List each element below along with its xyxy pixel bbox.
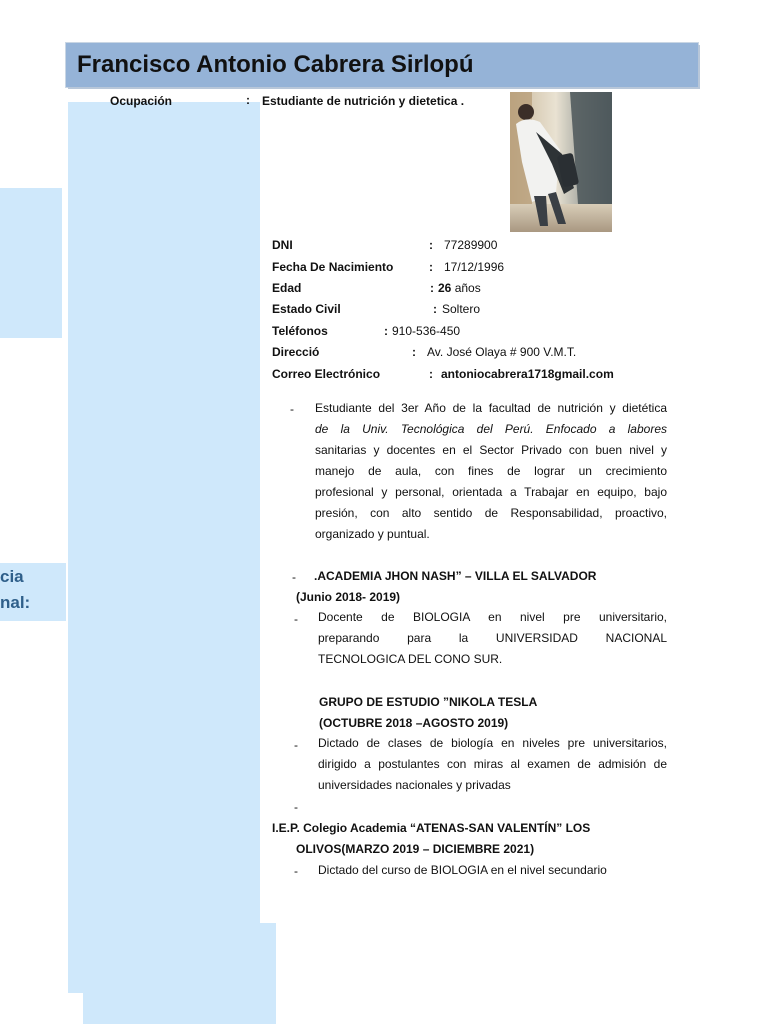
occupation-label: Ocupación [110, 94, 173, 108]
left-column-extension [260, 923, 276, 993]
age-label: Edad [272, 281, 302, 295]
job1-line: preparando para la UNIVERSIDAD NACIONAL [318, 631, 667, 645]
sidebar-heading-line-2: nal: [0, 593, 31, 612]
job2-line: universidades nacionales y privadas [318, 778, 511, 792]
birthdate-value: 17/12/1996 [444, 260, 505, 274]
job3-item-bullet: - [294, 864, 298, 878]
birthdate-label: Fecha De Nacimiento [272, 260, 394, 274]
occupation-value: Estudiante de nutrición y dietetica . [262, 94, 465, 108]
profile-line: sanitarias y docentes en el Sector Privado con buen nivel y [315, 443, 667, 457]
job2-line: dirigido a postulantes con miras al examen de admisión de [318, 757, 667, 771]
age-value [438, 281, 481, 295]
job2-title: GRUPO DE ESTUDIO ”NIKOLA TESLA [319, 695, 538, 709]
job1-item-bullet: - [294, 612, 298, 626]
dni-value: 77289900 [444, 238, 498, 252]
phone-colon: : [384, 324, 388, 338]
job1-description [318, 607, 667, 670]
job1-line: Docente de BIOLOGIA en nivel pre universitario, [318, 610, 667, 624]
profile-summary [315, 398, 667, 545]
email-colon: : [429, 367, 433, 381]
civil-status-value: Soltero [442, 302, 481, 316]
job2-description [318, 733, 667, 796]
sidebar-block-experience [0, 563, 66, 621]
profile-line: presión, con alto sentido de Responsabilidad, proactivo, [315, 506, 667, 520]
email-value: antoniocabrera1718gmail.com [441, 367, 614, 381]
full-name: Francisco Antonio Cabrera Sirlopú [77, 51, 474, 78]
job1-dates: (Junio 2018- 2019) [296, 590, 401, 604]
job2-line: Dictado de clases de biología en niveles pre universitarios, [318, 736, 667, 750]
phone-value: 910-536-450 [392, 324, 461, 338]
civil-status-colon: : [433, 302, 437, 316]
left-column-panel [68, 102, 260, 993]
job1-bullet: - [292, 570, 296, 584]
profile-bullet: - [290, 402, 294, 416]
job2-dates: (OCTUBRE 2018 –AGOSTO 2019) [319, 716, 509, 730]
job2-item-bullet: - [294, 738, 298, 752]
address-label: Direcció [272, 345, 320, 359]
name-header [66, 43, 698, 87]
phone-label: Teléfonos [272, 324, 328, 338]
birthdate-colon: : [429, 260, 433, 274]
job3-title-cont: OLIVOS(MARZO 2019 – DICIEMBRE 2021) [296, 842, 535, 856]
profile-photo [510, 92, 612, 232]
address-colon: : [412, 345, 416, 359]
age-number: 26 [438, 281, 452, 295]
left-column-footer [83, 993, 276, 1024]
profile-line: Estudiante del 3er Año de la facultad de nutrición y dietética [315, 401, 667, 415]
occupation-colon: : [246, 93, 250, 107]
job2-trailing-bullet: - [294, 800, 298, 814]
dni-colon: : [429, 238, 433, 252]
job1-title: .ACADEMIA JHON NASH” – VILLA EL SALVADOR [314, 569, 597, 583]
profile-line: organizado y puntual. [315, 527, 430, 541]
dni-label: DNI [272, 238, 293, 252]
sidebar-block-top [0, 188, 62, 338]
profile-line: de la Univ. Tecnológica del Perú. Enfocado a labores [315, 422, 667, 436]
job3-description: Dictado del curso de BIOLOGIA en el nivel secundario [318, 863, 607, 877]
address-value: Av. José Olaya # 900 V.M.T. [427, 345, 577, 359]
age-unit: años [454, 281, 481, 295]
sidebar-heading-line-1: cia [0, 567, 24, 586]
job1-line: TECNOLOGICA DEL CONO SUR. [318, 652, 503, 666]
profile-line: manejo de aula, con fines de lograr un crecimiento [315, 464, 667, 478]
email-label: Correo Electrónico [272, 367, 381, 381]
civil-status-label: Estado Civil [272, 302, 341, 316]
age-colon: : [430, 281, 434, 295]
job3-title: I.E.P. Colegio Academia “ATENAS-SAN VALENTÍN” LOS [272, 821, 591, 835]
profile-line: profesional y personal, orientada a Trabajar en equipo, bajo [315, 485, 667, 499]
